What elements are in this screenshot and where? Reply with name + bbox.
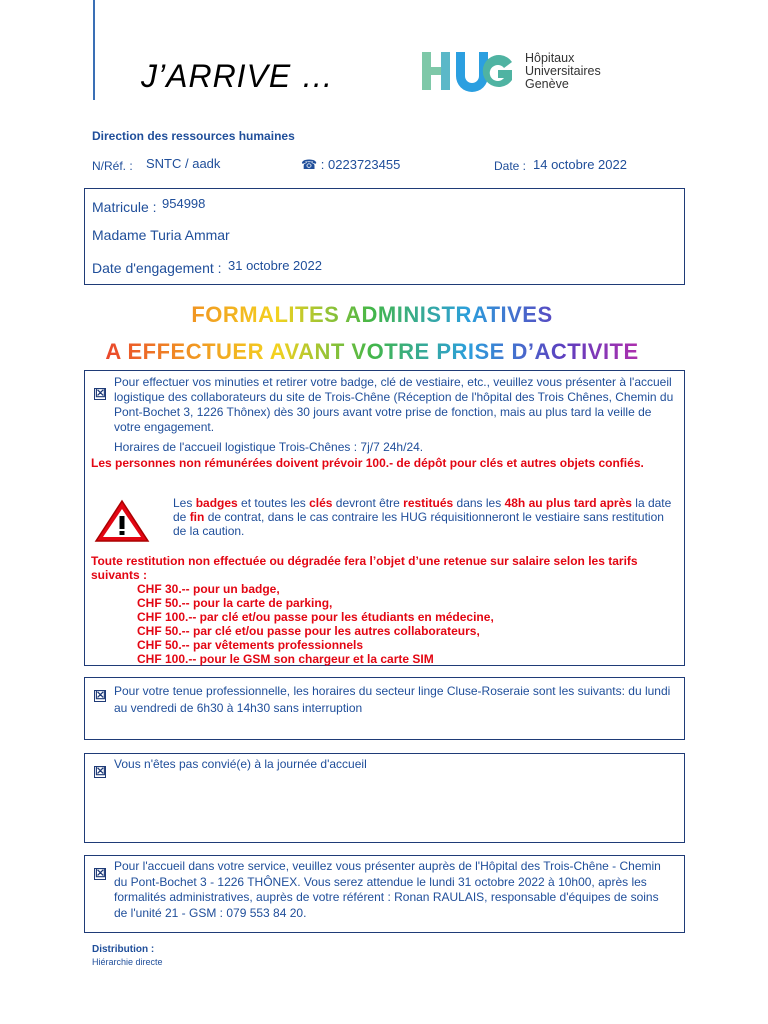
checkbox-checked-icon[interactable]: ☒ bbox=[95, 688, 106, 702]
department: Direction des ressources humaines bbox=[92, 129, 295, 143]
badge-instructions: Pour effectuer vos minuties et retirer votre badge, clé de vestiaire, etc., veuillez vous présenter à l'accueil logistique des collaborateurs du site de Trois-Chêne (Réception de l'hôpital des Trois Chênes, Chemin du Pont-Bochet 3, 1226 Thônex) dès 30 jours avant votre prise de fonction, mais au plus tard la veille de votre engagement. bbox=[114, 375, 674, 434]
warning-text: dans les bbox=[453, 496, 505, 510]
logistic-hours: Horaires de l'accueil logistique Trois-Chênes : 7j/7 24h/24. bbox=[114, 440, 424, 454]
warning-text: de contrat, dans le cas contraire les HUG réquisitionneront le vestiaire sans restitution de la caution. bbox=[173, 510, 664, 538]
warning-icon bbox=[93, 498, 151, 544]
warning-text: devront être bbox=[332, 496, 404, 510]
employee-box bbox=[84, 188, 685, 285]
warning-emph: 48h au plus tard après bbox=[504, 496, 632, 510]
section-service-welcome bbox=[84, 855, 685, 933]
checkbox-checked-icon[interactable]: ☒ bbox=[95, 386, 106, 400]
heading-avant-activite: A EFFECTUER AVANT VOTRE PRISE D’ACTIVITE bbox=[84, 339, 660, 365]
matricule-label: Matricule : bbox=[92, 199, 157, 215]
logo-line-2: Universitaires bbox=[525, 64, 601, 78]
warning-emph: clés bbox=[309, 496, 333, 510]
restitution-warning bbox=[173, 496, 677, 538]
deposit-notice: Les personnes non rémunérées doivent prévoir 100.- de dépôt pour clés et autres objets confiés. bbox=[91, 456, 644, 470]
service-welcome-text: Pour l'accueil dans votre service, veuillez vous présenter auprès de l'Hôpital des Trois-Chêne - Chemin du Pont-Bochet 3 - 1226 THÔNEX. Vous serez attendue le lundi 31 octobre 2022 à 10h00, après les formalités administratives, auprès de votre référent : Ronan RAULAIS, responsable d'équipes de soins de l'unité 21 - GSM : 079 553 84 20. bbox=[114, 859, 661, 920]
hospital-name bbox=[525, 52, 601, 91]
logo-line-3: Genève bbox=[525, 77, 569, 91]
tariff-item: CHF 100.-- par clé et/ou passe pour les étudiants en médecine, bbox=[137, 610, 494, 624]
ref-label: N/Réf. : bbox=[92, 159, 133, 173]
warning-text: la date de bbox=[173, 496, 672, 524]
logo-line-1: Hôpitaux bbox=[525, 51, 575, 65]
margin-line bbox=[93, 0, 95, 100]
matricule-value: 954998 bbox=[162, 196, 206, 211]
tariff-item: CHF 50.-- par vêtements professionnels bbox=[137, 638, 364, 652]
section-welcome-day bbox=[84, 753, 685, 843]
warning-emph: fin bbox=[189, 510, 205, 524]
hug-logo-icon bbox=[420, 48, 520, 98]
retenue-notice: Toute restitution non effectuée ou dégradée fera l’objet d’une retenue sur salaire selon les tarifs suivants : bbox=[91, 554, 638, 582]
checkbox-checked-icon[interactable]: ☒ bbox=[95, 764, 106, 778]
heading-formalites: FORMALITES ADMINISTRATIVES bbox=[84, 302, 660, 328]
warning-text: et toutes les bbox=[237, 496, 310, 510]
section-badge-keys bbox=[84, 370, 685, 666]
tariff-list bbox=[137, 582, 494, 666]
welcome-day-text: Vous n'êtes pas convié(e) à la journée d'accueil bbox=[114, 757, 367, 771]
warning-emph: badges bbox=[195, 496, 238, 510]
distribution-value: Hiérarchie directe bbox=[92, 957, 163, 967]
checkbox-checked-icon[interactable]: ☒ bbox=[95, 866, 106, 880]
section-uniform bbox=[84, 677, 685, 740]
phone-number: ☎ : 0223723455 bbox=[301, 157, 401, 172]
warning-emph: restitués bbox=[403, 496, 454, 510]
warning-text: Les bbox=[173, 496, 196, 510]
engagement-value: 31 octobre 2022 bbox=[228, 258, 322, 273]
date-label: Date : bbox=[494, 159, 527, 173]
page-title: J’ARRIVE … bbox=[141, 58, 335, 94]
tariff-item: CHF 100.-- pour le GSM son chargeur et la carte SIM bbox=[137, 652, 434, 666]
date-value: 14 octobre 2022 bbox=[533, 157, 627, 172]
tariff-item: CHF 50.-- pour la carte de parking, bbox=[137, 596, 333, 610]
uniform-hours: Pour votre tenue professionnelle, les horaires du secteur linge Cluse-Roseraie sont les suivants: du lundi au vendredi de 6h30 à 14h30 sans interruption bbox=[114, 684, 671, 715]
engagement-label: Date d'engagement : bbox=[92, 260, 222, 276]
ref-value: SNTC / aadk bbox=[146, 156, 221, 171]
distribution-label: Distribution : bbox=[92, 944, 155, 955]
tariff-item: CHF 50.-- par clé et/ou passe pour les autres collaborateurs, bbox=[137, 624, 480, 638]
employee-name: Madame Turia Ammar bbox=[92, 227, 230, 243]
tariff-item: CHF 30.-- pour un badge, bbox=[137, 582, 280, 596]
